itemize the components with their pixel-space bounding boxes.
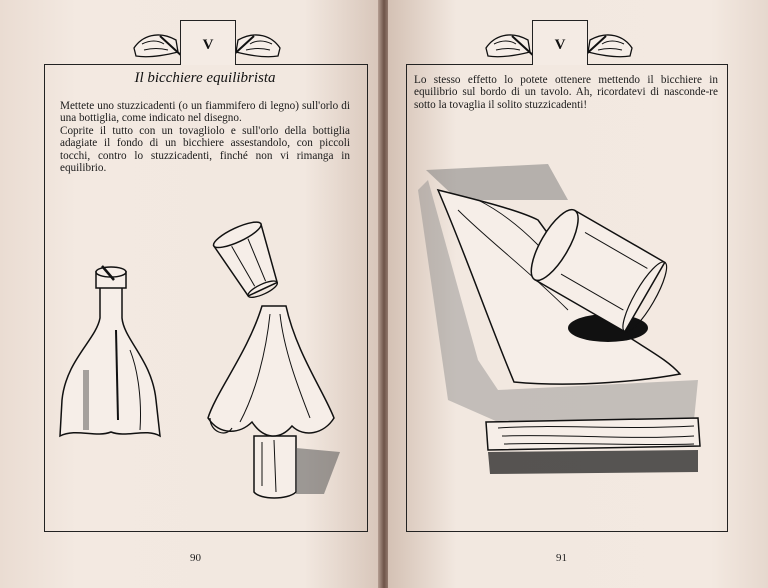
table-glass-illustration	[418, 160, 718, 480]
page-number: 90	[190, 552, 201, 564]
paragraph: Coprite il tutto con un tovagliolo e sull'orlo della bottiglia adagiate il fondo di un bicchiere assestandolo, con piccoli tocchi, contro lo stuzzicadenti, finché non vi rimanga in equilibrio.	[60, 124, 350, 175]
chapter-number: V	[180, 20, 236, 65]
page-number: 91	[556, 552, 567, 564]
left-page	[0, 0, 380, 588]
chapter-header	[484, 18, 634, 66]
paragraph: Mettete uno stuzzicadenti (o un fiammifero di legno) sull'orlo di una bottiglia, come indicato nel disegno.	[60, 100, 350, 125]
chapter-header	[132, 18, 282, 66]
balanced-glass-illustration	[200, 222, 350, 512]
chapter-number: V	[532, 20, 588, 65]
left-body-text	[60, 100, 350, 174]
paragraph: Lo stesso effetto lo potete ottenere mettendo il bicchiere in equilibrio sul bordo di un tavolo. Ah, ricordatevi di nasconde-re sotto la tovaglia il solito stuzzicadenti!	[414, 74, 718, 111]
bottle-illustration	[56, 260, 166, 450]
page-title: Il bicchiere equilibrista	[134, 70, 276, 86]
right-page	[388, 0, 768, 588]
right-body-text	[414, 74, 718, 111]
